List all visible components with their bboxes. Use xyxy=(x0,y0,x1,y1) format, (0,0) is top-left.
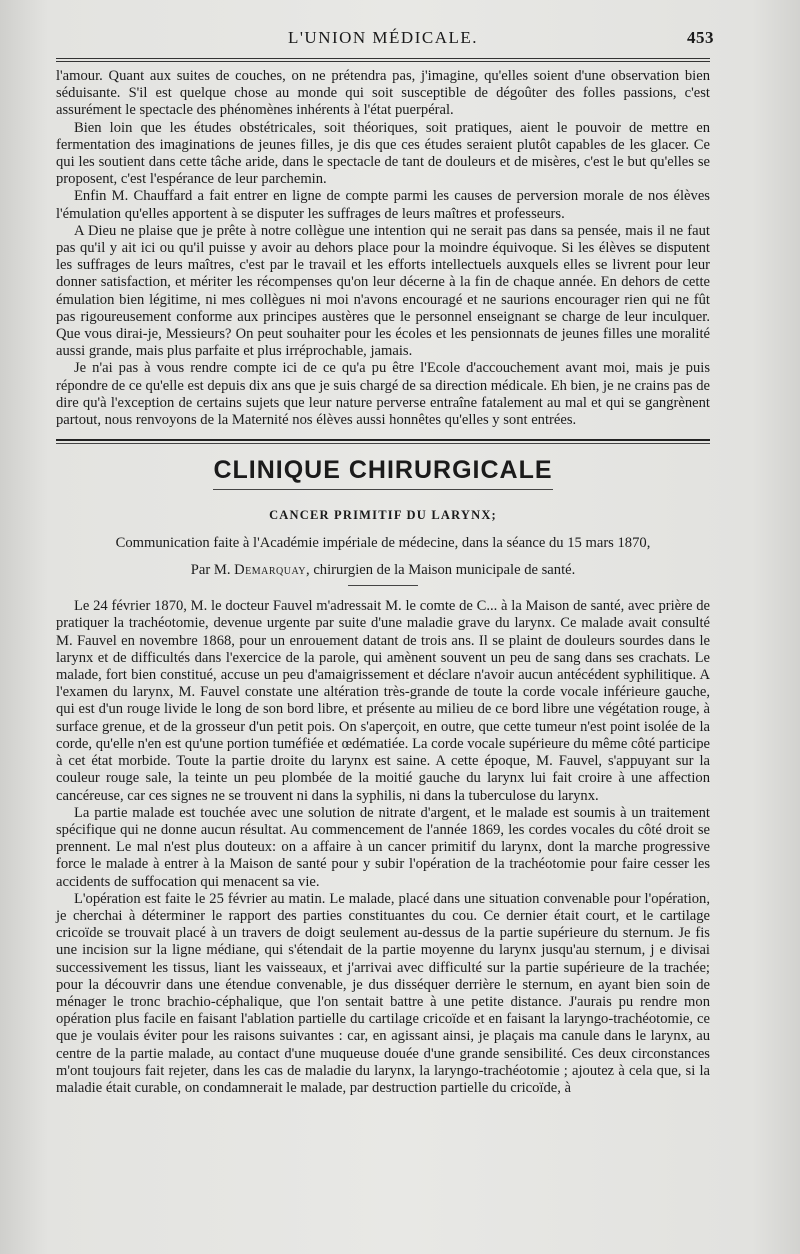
paragraph: l'amour. Quant aux suites de couches, on ne prétendra pas, j'imagine, qu'elles soient d'une observation bien séduisante. S'il est quelque chose au monde qui soit susceptible de dégoûter des folles passions, c'est assurément le spectacle des phénomènes inhérents à l'état puerpéral. xyxy=(56,68,710,119)
author-rule xyxy=(348,585,418,586)
header-rule xyxy=(56,58,710,62)
running-head xyxy=(56,28,714,54)
top-text xyxy=(56,68,710,429)
author-line xyxy=(56,562,710,579)
article-subtitle: CANCER PRIMITIF DU LARYNX; xyxy=(269,508,497,523)
author-prefix: Par M. xyxy=(190,562,231,579)
paragraph: Enfin M. Chauffard a fait entrer en ligne de compte parmi les causes de perversion morale de nos élèves l'émulation qu'elles apportent à se disputer les suffrages de leurs maîtres et professeurs. xyxy=(56,188,710,222)
paragraph: Bien loin que les études obstétricales, soit théoriques, soit pratiques, aient le pouvoir de mettre en fermentation des imaginations de jeunes filles, je dis que ces études seraient plutôt capables de les glacer. Ce qui les soutient dans cette tâche aride, dans le spectacle de tant de douleurs et de misères, c'est le but qu'elles se proposent, c'est l'espérance de leur parchemin. xyxy=(56,119,710,188)
paragraph: Le 24 février 1870, M. le docteur Fauvel m'adressait M. le comte de C... à la Maison de santé, avec prière de pratiquer la trachéotomie, devenue urgente par suite d'une maladie grave du larynx. Ce malade avait consulté M. Fauvel en novembre 1868, pour un enrouement datant de trois ans. Il se plaint de douleurs sourdes dans le larynx et de difficultés dans l'exercice de la parole, qui amènent souvent un peu de sang dans ses crachats. Le malade, fort bien constitué, accuse un peu d'amaigrissement et déclare n'avoir aucun antécédent syphilitique. A l'examen du larynx, M. Fauvel constate une altération très-grande de toute la corde vocale inférieure gauche, qui est d'un rouge livide le long de son bord libre, et présente au milieu de ce bord libre une végétation rouge, à surface grenue, et de la grosseur d'un petit pois. On s'aperçoit, en outre, que cette tumeur n'est point isolée de la corde, qu'elle n'en est qu'une portion tuméfiée et œdématiée. La corde vocale supérieure du même côté participe à cet état morbide. Toute la partie droite du larynx est saine. A cette époque, M. Fauvel, s'appuyant sur la couleur rouge sale, la teinte un peu plombée de la moitié gauche du larynx lui fait croire à une affection cancéreuse, car ces signes ne se trouvent ni dans la syphilis, ni dans la tuberculose du larynx. xyxy=(56,598,710,804)
section-divider xyxy=(56,439,710,444)
clinic-text xyxy=(56,598,710,1097)
title-underline xyxy=(213,489,553,490)
page-number: 453 xyxy=(687,28,714,47)
paragraph: A Dieu ne plaise que je prête à notre collègue une intention qui ne serait pas dans sa pensée, mais il ne faut pas qu'il y ait ici ou qu'il puisse y avoir au dehors place pour la moindre équivoque. Si les élèves se disputent les suffrages de leurs maîtres, c'est par le travail et les efforts intellectuels auxquels elles se livrent pour leur donner satisfaction, et mériter les récompenses qu'on leur décerne à la fin de chaque année. En dehors de cette émulation bien légitime, ni mes collègues ni moi n'avons encouragé et ne saurions encourager rien qui ne fût pas rigoureusement conforme aux principes austères que le personnel enseignant se charge de leur inculquer. Que vous dirai-je, Messieurs? On peut souhaiter pour les écoles et les pensionnats de jeunes filles une moralité aussi grande, mais plus parfaite et plus irréprochable, jamais. xyxy=(56,222,710,360)
section-title: CLINIQUE CHIRURGICALE xyxy=(213,456,553,485)
paragraph: Je n'ai pas à vous rendre compte ici de ce qu'a pu être l'Ecole d'accouchement avant moi, mais je puis répondre de ce qu'elle est depuis dix ans que je suis chargé de sa direction médicale. Eh bien, je ne crains pas de dire qu'à l'exception de certains sujets que leur nature perverse entraîne fatalement au mal et qui se gangrènent partout, nous renvoyons de la Maternité nos élèves aussi honnêtes qu'elles y sont entrées. xyxy=(56,360,710,429)
author-name: Demarquay xyxy=(234,562,307,579)
communication-note: Communication faite à l'Académie impériale de médecine, dans la séance du 15 mars 1870, xyxy=(115,535,651,552)
paragraph: L'opération est faite le 25 février au matin. Le malade, placé dans une situation convenable pour l'opération, je cherchai à déterminer le rapport des parties constituantes du cou. Ce dernier était court, et le cartilage cricoïde se trouvait placé à un travers de doigt seulement au-dessus de la partie supérieure du sternum. Je fis une incision sur la ligne médiane, qui s'étendait de la partie moyenne du larynx jusqu'au sternum, j e divisai successivement les tissus, liant les vaisseaux, et j'arrivai avec difficulté sur la partie supérieure de la trachée; pour la découvrir dans une étendue convenable, je dus disséquer derrière le sternum, en ayant bien soin de ménager le tronc brachio-céphalique, que l'on sentait battre à une petite distance. J'aurais pu rendre mon opération plus facile en faisant l'ablation partielle du cartilage cricoïde et en faisant la laryngo-trachéotomie, ce que je voulais éviter pour les raisons suivantes : car, en agissant ainsi, je plaçais ma canule dans le larynx, au centre de la partie malade, au contact d'une muqueuse douée d'une grande sensibilité. Ces deux circonstances m'ont toujours fait rejeter, dans les cas de maladie du larynx, la laryngo-trachéotomie ; ajoutez à cela que, si la maladie était curable, on condamnerait le malade, par destruction partielle du cricoïde, à xyxy=(56,890,710,1096)
author-affiliation: , chirurgien de la Maison municipale de santé. xyxy=(306,562,576,579)
paragraph: La partie malade est touchée avec une solution de nitrate d'argent, et le malade est soumis à un traitement spécifique qui ne donne aucun résultat. Au commencement de l'année 1869, les cordes vocales du côté droit se prennent. Le mal n'est plus douteux: on a affaire à un cancer primitif du larynx, dont la marche progressive force le malade à entrer à la Maison de santé pour y subir l'opération de la trachéotomie pour faire cesser les accidents de suffocation qui menacent sa vie. xyxy=(56,804,710,890)
running-title: L'UNION MÉDICALE. xyxy=(287,28,479,47)
